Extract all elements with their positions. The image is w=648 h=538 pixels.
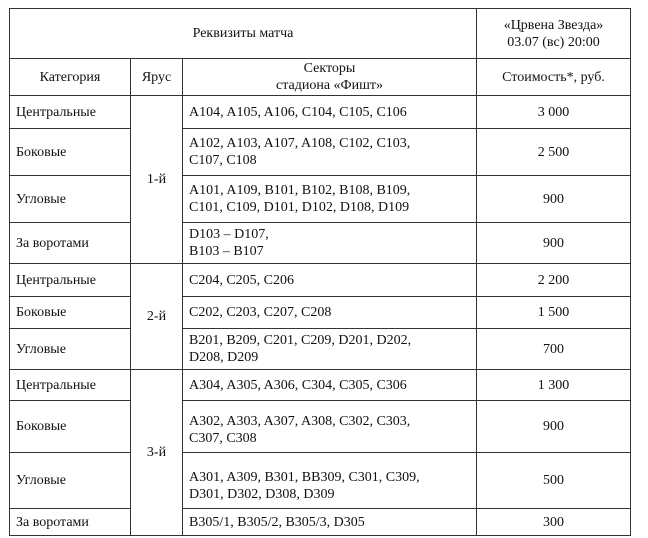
- category-cell: Боковые: [10, 129, 131, 176]
- sectors-column-header: [183, 59, 477, 96]
- sectors-line: B103 – B107: [189, 244, 264, 259]
- sectors-cell: [183, 129, 477, 176]
- sectors-line: A304, A305, A306, C304, C305, C306: [189, 377, 407, 393]
- price-cell: 900: [477, 401, 631, 453]
- price-cell: 900: [477, 223, 631, 264]
- sectors-line: A301, A309, B301, BB309, C301, C309,: [189, 469, 420, 485]
- price-cell: 300: [477, 509, 631, 536]
- sectors-cell: [183, 96, 477, 129]
- sectors-line: A102, A103, A107, A108, C102, C103,: [189, 136, 411, 151]
- sectors-header-line-1: Секторы: [303, 61, 356, 76]
- sectors-line: C101, C109, D101, D102, D108, D109: [189, 200, 410, 215]
- sectors-cell: [183, 329, 477, 370]
- category-cell: Угловые: [10, 176, 131, 223]
- table-row: [10, 509, 631, 536]
- sectors-cell: [183, 264, 477, 297]
- sectors-line: A104, A105, A106, C104, C105, C106: [189, 104, 407, 120]
- price-cell: 900: [477, 176, 631, 223]
- category-cell: За воротами: [10, 509, 131, 536]
- category-cell: Центральные: [10, 264, 131, 297]
- category-cell: Угловые: [10, 453, 131, 509]
- sectors-cell: [183, 297, 477, 329]
- table-row: [10, 96, 631, 129]
- sectors-line: A101, A109, B101, B102, B108, B109,: [189, 183, 411, 198]
- category-cell: Центральные: [10, 96, 131, 129]
- category-cell: Угловые: [10, 329, 131, 370]
- tier-cell: 2-й: [131, 264, 183, 370]
- price-cell: 500: [477, 453, 631, 509]
- table-row: [10, 453, 631, 509]
- category-column-header: Категория: [10, 59, 131, 96]
- sectors-cell: [183, 401, 477, 453]
- price-cell: 2 200: [477, 264, 631, 297]
- table-row: [10, 401, 631, 453]
- sectors-line: A302, A303, A307, A308, C302, C303,: [189, 413, 411, 429]
- sectors-cell: [183, 509, 477, 536]
- ticket-price-table: [9, 8, 631, 536]
- category-cell: За воротами: [10, 223, 131, 264]
- sectors-line: D208, D209: [189, 350, 259, 365]
- category-cell: Центральные: [10, 370, 131, 401]
- sectors-cell: [183, 370, 477, 401]
- sectors-cell: [183, 176, 477, 223]
- sectors-line: B305/1, B305/2, B305/3, D305: [189, 514, 365, 530]
- table-row: [10, 223, 631, 264]
- table-row: [10, 297, 631, 329]
- sectors-line: D103 – D107,: [189, 227, 269, 242]
- table-row: [10, 370, 631, 401]
- price-cell: 3 000: [477, 96, 631, 129]
- tier-column-header: Ярус: [131, 59, 183, 96]
- price-cell: 700: [477, 329, 631, 370]
- sectors-line: D301, D302, D308, D309: [189, 486, 335, 502]
- sectors-line: C107, C108: [189, 153, 257, 168]
- category-cell: Боковые: [10, 401, 131, 453]
- sectors-cell: [183, 223, 477, 264]
- sectors-line: B201, B209, C201, C209, D201, D202,: [189, 333, 412, 348]
- match-header-row: [10, 9, 631, 59]
- category-cell: Боковые: [10, 297, 131, 329]
- tier-cell: 3-й: [131, 370, 183, 536]
- table-row: [10, 176, 631, 223]
- price-cell: 1 500: [477, 297, 631, 329]
- sectors-line: C202, C203, C207, C208: [189, 305, 332, 320]
- match-requisites-label: Реквизиты матча: [10, 9, 477, 59]
- match-date: 03.07 (вс) 20:00: [507, 34, 600, 50]
- column-header-row: [10, 59, 631, 96]
- sectors-header-line-2: стадиона «Фишт»: [276, 78, 383, 93]
- sectors-line: C204, C205, C206: [189, 272, 295, 288]
- sectors-line: C307, C308: [189, 430, 257, 446]
- table-row: [10, 329, 631, 370]
- price-cell: 1 300: [477, 370, 631, 401]
- table-row: [10, 129, 631, 176]
- match-info: [477, 9, 631, 59]
- tier-cell: 1-й: [131, 96, 183, 264]
- price-column-header: Стоимость*, руб.: [477, 59, 631, 96]
- sectors-cell: [183, 453, 477, 509]
- price-cell: 2 500: [477, 129, 631, 176]
- table-row: [10, 264, 631, 297]
- match-name: «Црвена Звезда»: [503, 17, 604, 33]
